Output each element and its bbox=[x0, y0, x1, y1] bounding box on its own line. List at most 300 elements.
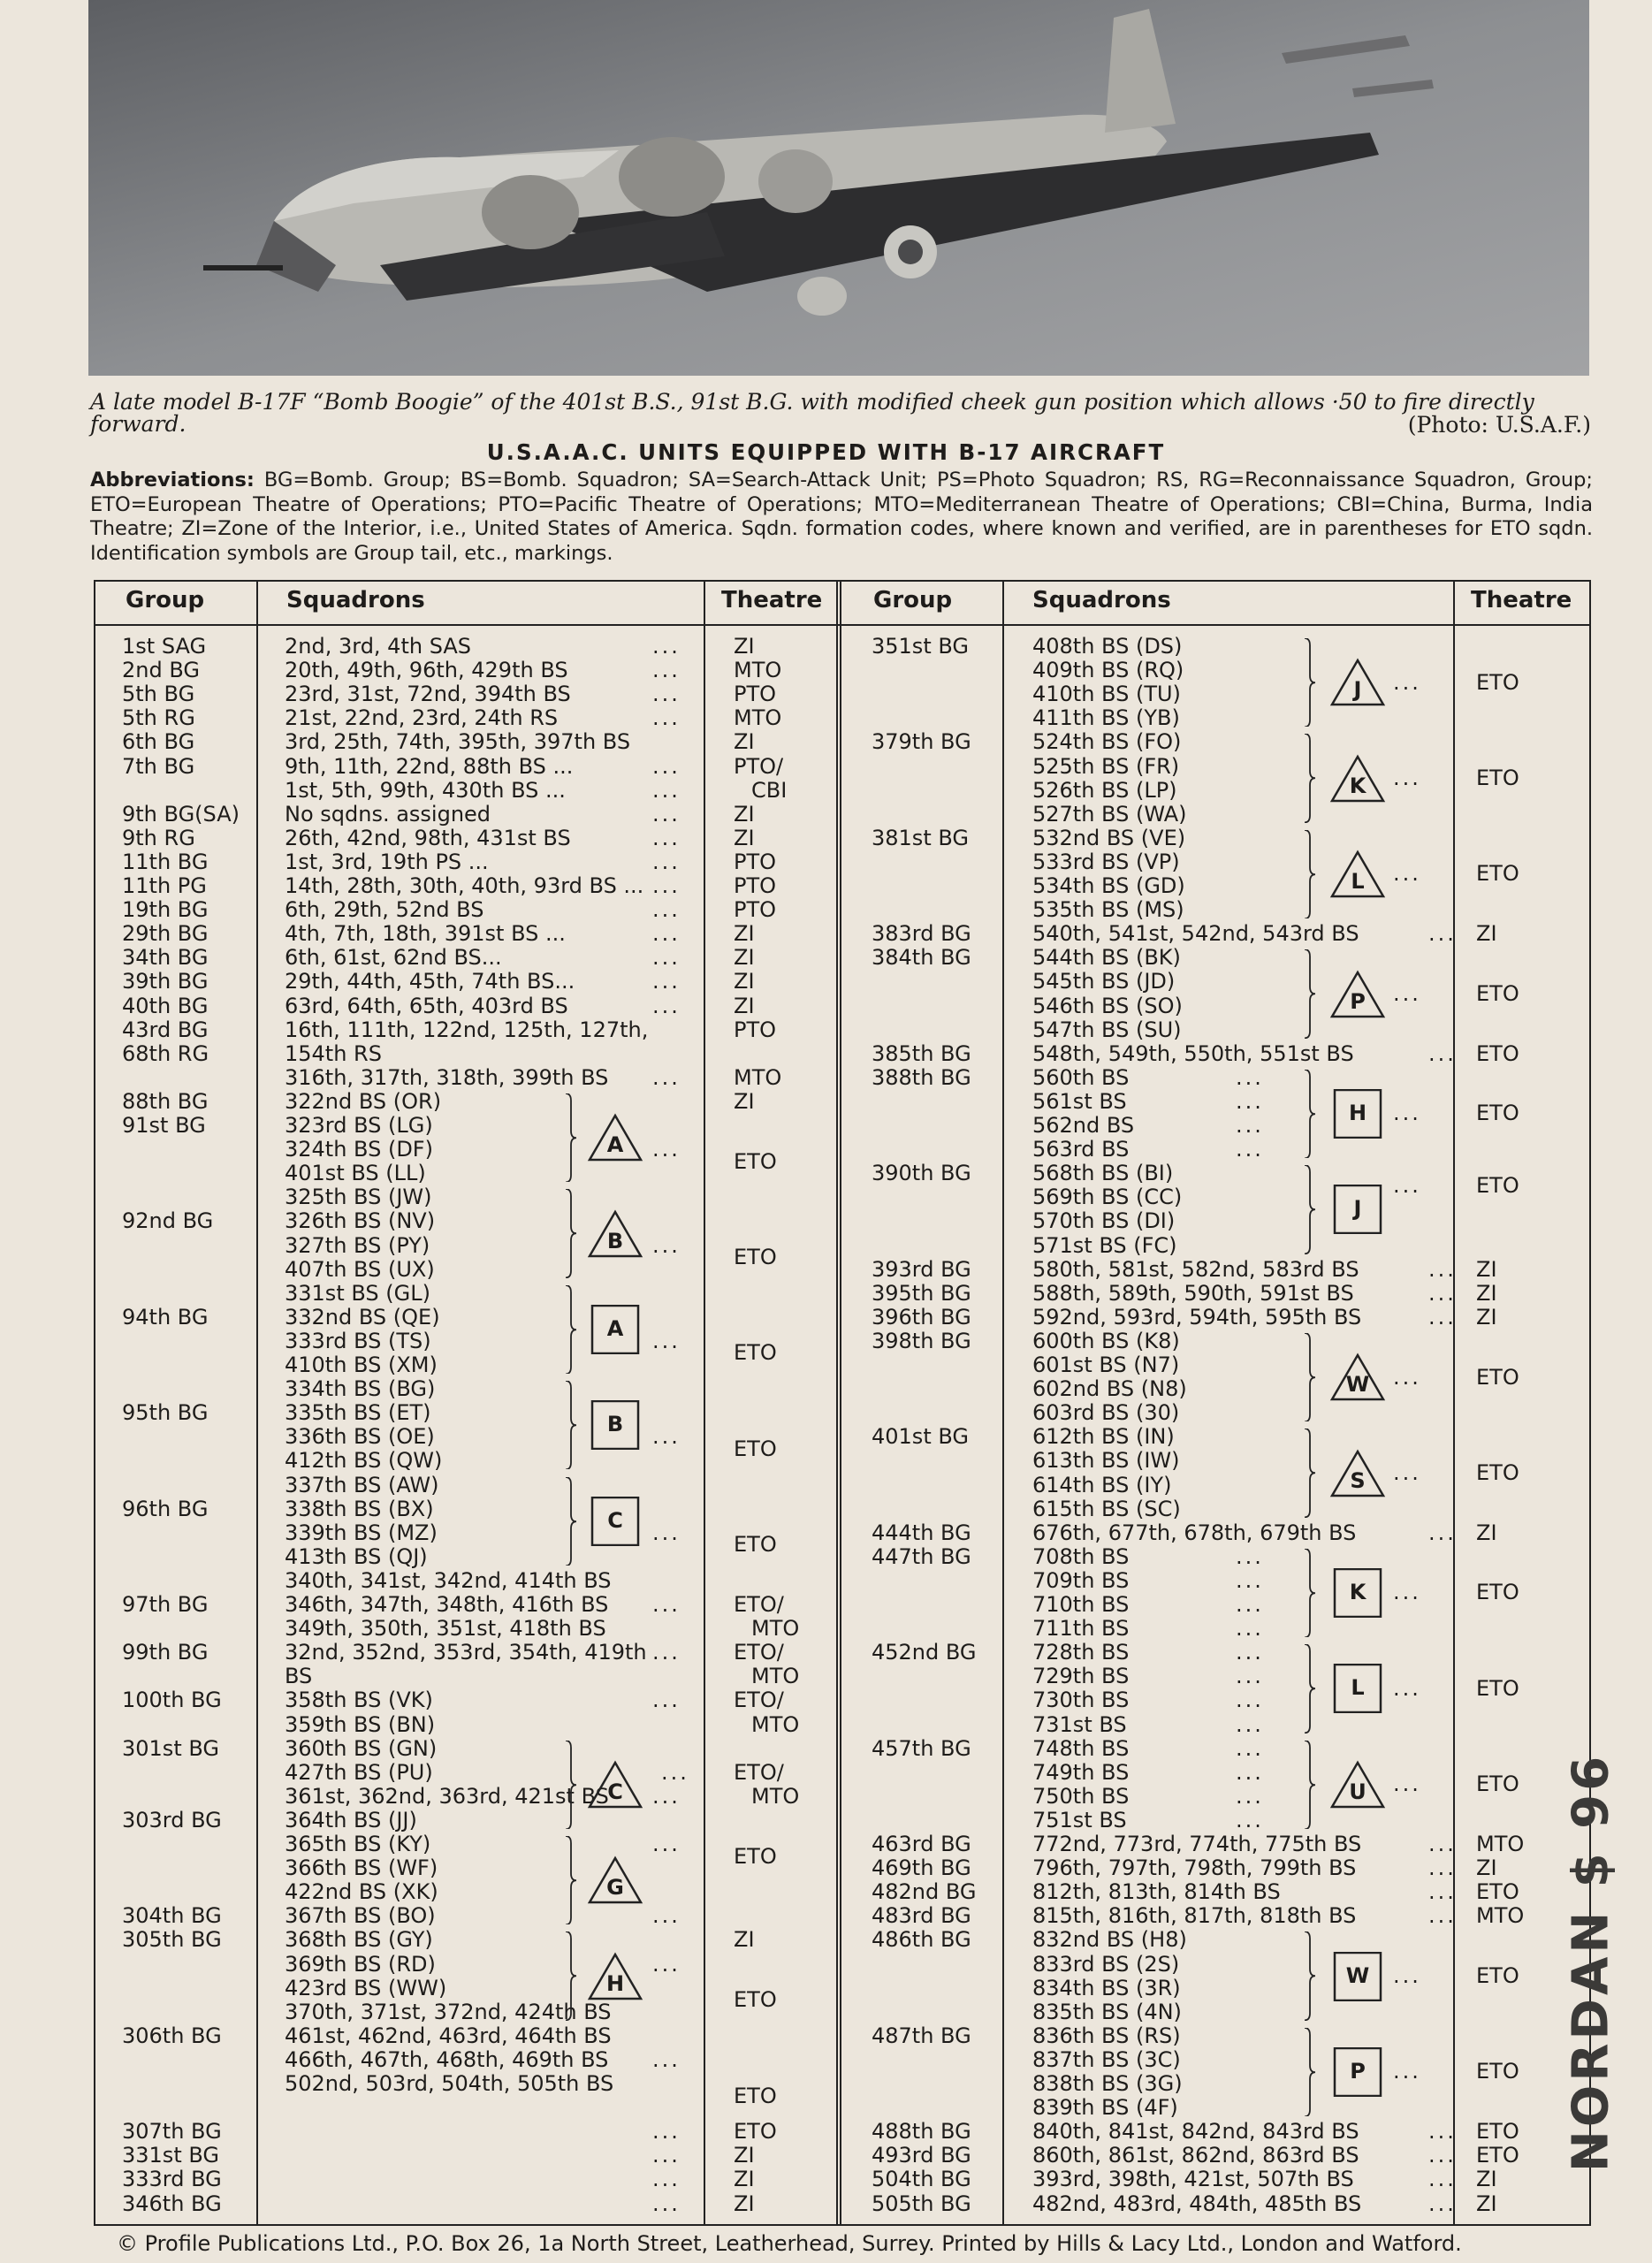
b17-photo bbox=[88, 0, 1589, 376]
leader-dots: ... bbox=[652, 634, 681, 659]
group-cell: 99th BG bbox=[122, 1640, 209, 1665]
tail-symbol-l bbox=[1329, 850, 1386, 899]
tail-symbol-p bbox=[1329, 2047, 1386, 2097]
theatre-cell: ETO/ bbox=[734, 1592, 784, 1617]
squadron-cell: 836th BS (RS) bbox=[1032, 2023, 1181, 2048]
theatre-cell: ZI bbox=[734, 969, 755, 994]
squadron-cell: 613th BS (IW) bbox=[1032, 1448, 1180, 1474]
tail-symbol-u bbox=[1329, 1760, 1386, 1810]
tail-symbol-a bbox=[587, 1113, 643, 1162]
symbol-letter: L bbox=[1351, 1675, 1365, 1701]
leader-dots: ... bbox=[1236, 1711, 1264, 1737]
group-cell: 68th RG bbox=[122, 1040, 209, 1066]
leader-dots: ... bbox=[1428, 1903, 1457, 1929]
squadron-cell: 710th BS bbox=[1032, 1592, 1130, 1617]
leader-dots: ... bbox=[652, 777, 681, 803]
brace bbox=[564, 1285, 578, 1374]
side-stamp-text: NORDAN $ 96 bbox=[1562, 1752, 1620, 2173]
squadron-cell: 532nd BS (VE) bbox=[1032, 825, 1186, 850]
column-divider bbox=[1453, 582, 1455, 2224]
theatre-cell: ZI bbox=[734, 993, 755, 1018]
group-cell: 390th BG bbox=[872, 1161, 971, 1186]
group-cell: 351st BG bbox=[872, 634, 969, 659]
squadron-cell: 365th BS (KY) bbox=[285, 1832, 431, 1856]
theatre-cell: ETO bbox=[734, 1436, 777, 1461]
group-cell: 482nd BG bbox=[872, 1879, 977, 1905]
squadron-cell: 525th BS (FR) bbox=[1032, 753, 1180, 779]
squadron-cell: 728th BS bbox=[1032, 1640, 1130, 1665]
leader-dots: ... bbox=[652, 2119, 681, 2145]
theatre-cell: ZI bbox=[734, 2167, 755, 2192]
symbol-letter: C bbox=[607, 1507, 623, 1533]
squadron-cell: 602nd BS (N8) bbox=[1032, 1376, 1187, 1402]
squadron-cell: 548th, 549th, 550th, 551st BS bbox=[1032, 1040, 1354, 1066]
group-cell: 444th BG bbox=[872, 1520, 971, 1545]
group-cell: 393rd BG bbox=[872, 1256, 971, 1282]
squadron-cell: 338th BS (BX) bbox=[285, 1496, 434, 1521]
tail-symbol-k bbox=[1329, 754, 1386, 804]
theatre-cell: ETO/ bbox=[734, 1640, 784, 1665]
group-cell: 401st BG bbox=[872, 1424, 969, 1450]
squadron-cell: 730th BS bbox=[1032, 1688, 1130, 1713]
squadron-cell: 547th BS (SU) bbox=[1032, 1017, 1182, 1042]
brace bbox=[1303, 830, 1317, 918]
symbol-letter: W bbox=[1345, 1372, 1370, 1398]
b17-aircraft-illustration bbox=[88, 0, 1589, 376]
header-squadrons-right: Squadrons bbox=[1032, 587, 1171, 613]
theatre-cell: ETO bbox=[1476, 1963, 1519, 1989]
theatre-cell: ZI bbox=[1476, 1520, 1497, 1545]
group-cell: 493rd BG bbox=[872, 2143, 971, 2168]
brace bbox=[1303, 1165, 1317, 1253]
leader-dots: ... bbox=[652, 1064, 681, 1090]
theatre-cell: MTO bbox=[751, 1783, 800, 1809]
theatre-cell: ETO bbox=[1476, 669, 1519, 695]
squadron-cell: 334th BS (BG) bbox=[285, 1376, 436, 1402]
squadron-cell: 63rd, 64th, 65th, 403rd BS bbox=[285, 993, 568, 1018]
group-cell: 452nd BG bbox=[872, 1640, 977, 1665]
symbol-letter: K bbox=[1349, 773, 1367, 798]
leader-dots: ... bbox=[652, 849, 681, 874]
leader-dots: ... bbox=[652, 682, 681, 707]
squadron-cell: 833rd BS (2S) bbox=[1032, 1951, 1180, 1977]
tail-symbol-j bbox=[1329, 1185, 1386, 1234]
leader-dots: ... bbox=[1236, 1783, 1264, 1809]
group-cell: 34th BG bbox=[122, 945, 209, 971]
theatre-cell: ZI bbox=[1476, 1304, 1497, 1330]
leader-dots: ... bbox=[1393, 1459, 1421, 1485]
squadron-cell: 560th BS bbox=[1032, 1064, 1130, 1090]
squadron-cell: 316th, 317th, 318th, 399th BS bbox=[285, 1064, 609, 1090]
squadron-cell: 346th, 347th, 348th, 416th BS bbox=[285, 1592, 609, 1617]
squadron-cell: 729th BS bbox=[1032, 1664, 1130, 1689]
squadron-cell: 466th, 467th, 468th, 469th BS bbox=[285, 2046, 609, 2072]
squadron-cell: 568th BS (BI) bbox=[1032, 1161, 1174, 1186]
squadron-cell: 326th BS (NV) bbox=[285, 1208, 436, 1234]
group-cell: 91st BG bbox=[122, 1113, 206, 1138]
theatre-cell: ETO bbox=[734, 1340, 777, 1366]
leader-dots: ... bbox=[652, 993, 681, 1018]
theatre-cell: MTO bbox=[1476, 1903, 1525, 1929]
squadron-cell: 750th BS bbox=[1032, 1783, 1130, 1809]
symbol-letter: K bbox=[1349, 1580, 1367, 1604]
theatre-cell: PTO bbox=[734, 1017, 777, 1042]
brace bbox=[1303, 1644, 1317, 1733]
header-rule bbox=[95, 624, 1589, 626]
squadron-cell: 526th BS (LP) bbox=[1032, 777, 1177, 803]
group-cell: 396th BG bbox=[872, 1304, 971, 1330]
theatre-cell: ZI bbox=[734, 2143, 755, 2168]
theatre-cell: ETO bbox=[1476, 1580, 1519, 1605]
leader-dots: ... bbox=[1393, 1364, 1421, 1390]
leader-dots: ... bbox=[652, 2143, 681, 2168]
squadron-cell: 563rd BS bbox=[1032, 1137, 1130, 1162]
group-cell: 5th BG bbox=[122, 682, 195, 707]
theatre-cell: ETO bbox=[1476, 1675, 1519, 1701]
squadron-cell: 32nd, 352nd, 353rd, 354th, 419th bbox=[285, 1640, 647, 1665]
squadron-cell: 815th, 816th, 817th, 818th BS bbox=[1032, 1903, 1357, 1929]
theatre-cell: ETO bbox=[734, 2083, 777, 2108]
publisher-footer: © Profile Publications Ltd., P.O. Box 26, 1a North Street, Leatherhead, Surrey. Printed by Hills & Lacy Ltd., London and Watford. bbox=[117, 2231, 1462, 2256]
theatre-cell: ETO bbox=[1476, 980, 1519, 1006]
brace bbox=[564, 1189, 578, 1277]
group-cell: 385th BG bbox=[872, 1040, 971, 1066]
tail-symbol-b bbox=[587, 1209, 643, 1259]
squadron-cell: 412th BS (QW) bbox=[285, 1448, 443, 1474]
squadron-cell: 676th, 677th, 678th, 679th BS bbox=[1032, 1520, 1357, 1545]
column-divider bbox=[1002, 582, 1004, 2224]
photo-credit: (Photo: U.S.A.F.) bbox=[1407, 412, 1591, 438]
theatre-cell: PTO bbox=[734, 873, 777, 898]
squadron-cell: 772nd, 773rd, 774th, 775th BS bbox=[1032, 1832, 1362, 1856]
header-group-left: Group bbox=[126, 587, 205, 613]
squadron-cell: 26th, 42nd, 98th, 431st BS bbox=[285, 825, 571, 850]
squadron-cell: 413th BS (QJ) bbox=[285, 1543, 428, 1569]
squadron-cell: 615th BS (SC) bbox=[1032, 1496, 1181, 1521]
squadron-cell: 407th BS (UX) bbox=[285, 1256, 435, 1282]
squadron-cell: 364th BS (JJ) bbox=[285, 1807, 417, 1832]
theatre-cell: MTO bbox=[734, 705, 782, 731]
squadron-cell: 335th BS (ET) bbox=[285, 1400, 431, 1426]
squadron-cell: 331st BS (GL) bbox=[285, 1280, 430, 1306]
leader-dots: ... bbox=[1393, 2059, 1421, 2084]
group-cell: 9th RG bbox=[122, 825, 195, 850]
squadron-cell: 839th BS (4F) bbox=[1032, 2095, 1178, 2121]
leader-dots: ... bbox=[652, 2191, 681, 2216]
squadron-cell: 16th, 111th, 122nd, 125th, 127th, bbox=[285, 1017, 649, 1042]
theatre-cell: ZI bbox=[1476, 921, 1497, 947]
header-theatre-right: Theatre bbox=[1471, 587, 1572, 613]
leader-dots: ... bbox=[1393, 861, 1421, 887]
leader-dots: ... bbox=[1428, 1520, 1457, 1545]
leader-dots: ... bbox=[1236, 1616, 1264, 1642]
group-cell: 388th BG bbox=[872, 1064, 971, 1090]
leader-dots: ... bbox=[652, 873, 681, 898]
group-cell: 94th BG bbox=[122, 1304, 209, 1330]
squadron-cell: 23rd, 31st, 72nd, 394th BS bbox=[285, 682, 571, 707]
leader-dots: ... bbox=[652, 1328, 681, 1353]
leader-dots: ... bbox=[1236, 1664, 1264, 1689]
group-cell: 487th BG bbox=[872, 2023, 971, 2048]
symbol-letter: W bbox=[1345, 1962, 1370, 1988]
page-title: U.S.A.A.C. UNITS EQUIPPED WITH B-17 AIRCRAFT bbox=[486, 439, 1166, 465]
leader-dots: ... bbox=[652, 753, 681, 779]
theatre-cell: MTO bbox=[751, 1616, 800, 1642]
squadron-cell: 570th BS (DI) bbox=[1032, 1208, 1176, 1234]
squadron-cell: BS bbox=[285, 1664, 313, 1689]
squadron-cell: 535th BS (MS) bbox=[1032, 897, 1184, 923]
theatre-cell: PTO/ bbox=[734, 753, 784, 779]
group-cell: 488th BG bbox=[872, 2119, 971, 2145]
column-divider-double bbox=[836, 582, 841, 2224]
theatre-cell: ETO bbox=[1476, 1879, 1519, 1905]
squadron-cell: 367th BS (BO) bbox=[285, 1903, 436, 1929]
leader-dots: ... bbox=[652, 1592, 681, 1617]
brace bbox=[1303, 1932, 1317, 2020]
theatre-cell: ZI bbox=[1476, 2191, 1497, 2216]
squadron-cell: 731st BS bbox=[1032, 1711, 1127, 1737]
squadron-cell: 748th BS bbox=[1032, 1735, 1130, 1761]
leader-dots: ... bbox=[652, 825, 681, 850]
squadron-cell: 393rd, 398th, 421st, 507th BS bbox=[1032, 2167, 1354, 2192]
squadron-cell: 580th, 581st, 582nd, 583rd BS bbox=[1032, 1256, 1359, 1282]
squadron-cell: 29th, 44th, 45th, 74th BS... bbox=[285, 969, 575, 994]
squadron-cell: 14th, 28th, 30th, 40th, 93rd BS ... bbox=[285, 873, 644, 898]
tail-symbol-k bbox=[1329, 1568, 1386, 1618]
squadron-cell: 422nd BS (XK) bbox=[285, 1879, 438, 1905]
leader-dots: ... bbox=[652, 1951, 681, 1977]
leader-dots: ... bbox=[1236, 1113, 1264, 1138]
squadron-cell: 337th BS (AW) bbox=[285, 1472, 439, 1497]
squadron-cell: 427th BS (PU) bbox=[285, 1759, 433, 1785]
squadron-cell: 860th, 861st, 862nd, 863rd BS bbox=[1032, 2143, 1359, 2168]
symbol-letter: J bbox=[1353, 677, 1362, 703]
squadron-cell: 336th BS (OE) bbox=[285, 1424, 435, 1450]
squadron-cell: 411th BS (YB) bbox=[1032, 705, 1180, 731]
group-cell: 100th BG bbox=[122, 1688, 222, 1713]
group-cell: 96th BG bbox=[122, 1496, 209, 1521]
tail-symbol-p bbox=[1329, 970, 1386, 1019]
leader-dots: ... bbox=[1428, 1256, 1457, 1282]
theatre-cell: ZI bbox=[734, 945, 755, 971]
squadron-cell: 612th BS (IN) bbox=[1032, 1424, 1175, 1450]
leader-dots: ... bbox=[1393, 1675, 1421, 1701]
leader-dots: ... bbox=[1428, 1832, 1457, 1856]
group-cell: 29th BG bbox=[122, 921, 209, 947]
squadron-cell: 409th BS (RQ) bbox=[1032, 658, 1184, 683]
group-cell: 5th RG bbox=[122, 705, 195, 731]
leader-dots: ... bbox=[652, 969, 681, 994]
theatre-cell: ETO bbox=[1476, 1459, 1519, 1485]
squadron-cell: 533rd BS (VP) bbox=[1032, 849, 1180, 874]
header-squadrons-left: Squadrons bbox=[286, 587, 425, 613]
group-cell: 11th PG bbox=[122, 873, 207, 898]
squadron-cell: 544th BS (BK) bbox=[1032, 945, 1181, 971]
squadron-cell: 600th BS (K8) bbox=[1032, 1328, 1180, 1353]
brace bbox=[1303, 734, 1317, 822]
leader-dots: ... bbox=[652, 2167, 681, 2192]
squadron-cell: 835th BS (4N) bbox=[1032, 1999, 1182, 2024]
side-stamp bbox=[1562, 1715, 1620, 2210]
theatre-cell: ETO bbox=[1476, 2143, 1519, 2168]
squadron-cell: 708th BS bbox=[1032, 1543, 1130, 1569]
squadron-cell: 349th, 350th, 351st, 418th BS bbox=[285, 1616, 606, 1642]
tail-symbol-c bbox=[587, 1497, 643, 1546]
squadron-cell: 332nd BS (QE) bbox=[285, 1304, 440, 1330]
theatre-cell: ETO bbox=[734, 1843, 777, 1869]
squadron-cell: 360th BS (GN) bbox=[285, 1735, 438, 1761]
squadron-cell: 603rd BS (30) bbox=[1032, 1400, 1180, 1426]
symbol-letter: U bbox=[1349, 1779, 1367, 1804]
leader-dots: ... bbox=[652, 2046, 681, 2072]
group-cell: 11th BG bbox=[122, 849, 209, 874]
leader-dots: ... bbox=[1428, 1040, 1457, 1066]
theatre-cell: ETO bbox=[1476, 766, 1519, 791]
theatre-cell: ZI bbox=[734, 729, 755, 755]
brace bbox=[564, 1836, 578, 1924]
squadron-cell: No sqdns. assigned bbox=[285, 801, 491, 827]
leader-dots: ... bbox=[661, 1759, 689, 1785]
squadron-cell: 401st BS (LL) bbox=[285, 1161, 426, 1186]
squadron-cell: 540th, 541st, 542nd, 543rd BS bbox=[1032, 921, 1359, 947]
squadron-cell: 601st BS (N7) bbox=[1032, 1352, 1180, 1377]
theatre-cell: ETO bbox=[1476, 861, 1519, 887]
squadron-cell: 154th RS bbox=[285, 1040, 382, 1066]
group-cell: 2nd BG bbox=[122, 658, 200, 683]
brace bbox=[1303, 2028, 1317, 2116]
leader-dots: ... bbox=[1393, 1172, 1421, 1198]
theatre-cell: PTO bbox=[734, 849, 777, 874]
tail-symbol-j bbox=[1329, 658, 1386, 707]
photo-caption-text: A late model B-17F “Bomb Boogie” of the 401st B.S., 91st B.G. with modified cheek gun position which allows ·50 to fire directly forward. bbox=[90, 389, 1534, 437]
leader-dots: ... bbox=[652, 1424, 681, 1450]
theatre-cell: ETO bbox=[1476, 2119, 1519, 2145]
leader-dots: ... bbox=[1393, 1772, 1421, 1797]
group-cell: 463rd BG bbox=[872, 1832, 971, 1856]
squadron-cell: 840th, 841st, 842nd, 843rd BS bbox=[1032, 2119, 1359, 2145]
theatre-cell: CBI bbox=[751, 777, 788, 803]
theatre-cell: ZI bbox=[734, 801, 755, 827]
squadron-cell: 370th, 371st, 372nd, 424th BS bbox=[285, 1999, 612, 2024]
symbol-letter: J bbox=[1353, 1196, 1362, 1222]
theatre-cell: PTO bbox=[734, 897, 777, 923]
group-cell: 383rd BG bbox=[872, 921, 971, 947]
theatre-cell: ETO bbox=[734, 1245, 777, 1270]
group-cell: 346th BG bbox=[122, 2191, 222, 2216]
symbol-letter: S bbox=[1350, 1467, 1366, 1493]
tail-symbol-c bbox=[587, 1760, 643, 1810]
squadron-cell: 837th BS (3C) bbox=[1032, 2046, 1181, 2072]
squadron-cell: 711th BS bbox=[1032, 1616, 1130, 1642]
theatre-cell: ETO bbox=[734, 1987, 777, 2013]
symbol-letter: H bbox=[605, 1970, 625, 1996]
squadron-cell: 534th BS (GD) bbox=[1032, 873, 1185, 898]
leader-dots: ... bbox=[652, 897, 681, 923]
squadron-cell: 327th BS (PY) bbox=[285, 1232, 430, 1258]
abbreviations-text: BG=Bomb. Group; BS=Bomb. Squadron; SA=Search-Attack Unit; PS=Photo Squadron; RS, RG=Reconnaissance Squadron, Group; ETO=European Theatre of Operations; PTO=Pacific Theatre of Operations; MTO=Mediterranean Theatre of Operations; CBI=China, Burma, India Theatre; ZI=Zone of the Interior, i.e., United States of America. Sqdn. formation codes, where known and verified, are in parentheses for ETO sqdn. Identification symbols are Group tail, etc., markings. bbox=[90, 469, 1593, 565]
theatre-cell: PTO bbox=[734, 682, 777, 707]
theatre-cell: ZI bbox=[734, 1927, 755, 1953]
leader-dots: ... bbox=[652, 921, 681, 947]
squadron-cell: 368th BS (GY) bbox=[285, 1927, 433, 1953]
brace bbox=[1303, 1429, 1317, 1517]
squadron-cell: 9th, 11th, 22nd, 88th BS ... bbox=[285, 753, 574, 779]
squadron-cell: 751st BS bbox=[1032, 1807, 1127, 1832]
squadron-cell: 749th BS bbox=[1032, 1759, 1130, 1785]
squadron-cell: 323rd BS (LG) bbox=[285, 1113, 433, 1138]
leader-dots: ... bbox=[1428, 2167, 1457, 2192]
theatre-cell: ETO bbox=[1476, 1172, 1519, 1198]
leader-dots: ... bbox=[652, 1232, 681, 1258]
leader-dots: ... bbox=[1393, 1963, 1421, 1989]
group-cell: 307th BG bbox=[122, 2119, 222, 2145]
leader-dots: ... bbox=[1428, 2143, 1457, 2168]
leader-dots: ... bbox=[1236, 1688, 1264, 1713]
brace bbox=[1303, 638, 1317, 727]
symbol-letter: P bbox=[1350, 2059, 1366, 2084]
photo-caption bbox=[90, 389, 1591, 438]
theatre-cell: ZI bbox=[734, 825, 755, 850]
theatre-cell: ZI bbox=[734, 634, 755, 659]
symbol-letter: P bbox=[1350, 988, 1366, 1014]
theatre-cell: ETO bbox=[1476, 1772, 1519, 1797]
theatre-cell: ZI bbox=[1476, 1280, 1497, 1306]
leader-dots: ... bbox=[652, 705, 681, 731]
leader-dots: ... bbox=[1236, 1543, 1264, 1569]
group-cell: 304th BG bbox=[122, 1903, 222, 1929]
group-cell: 95th BG bbox=[122, 1400, 209, 1426]
theatre-cell: ZI bbox=[734, 921, 755, 947]
units-table bbox=[94, 580, 1591, 2226]
group-cell: 306th BG bbox=[122, 2023, 222, 2048]
leader-dots: ... bbox=[652, 1783, 681, 1809]
leader-dots: ... bbox=[1428, 921, 1457, 947]
leader-dots: ... bbox=[1428, 1280, 1457, 1306]
squadron-cell: 333rd BS (TS) bbox=[285, 1328, 431, 1353]
theatre-cell: ZI bbox=[1476, 1855, 1497, 1881]
group-cell: 40th BG bbox=[122, 993, 209, 1018]
group-cell: 333rd BG bbox=[122, 2167, 222, 2192]
tail-symbol-g bbox=[587, 1855, 643, 1905]
tail-symbol-b bbox=[587, 1400, 643, 1450]
symbol-letter: A bbox=[606, 1132, 624, 1158]
squadron-cell: 832nd BS (H8) bbox=[1032, 1927, 1187, 1953]
squadron-cell: 423rd BS (WW) bbox=[285, 1975, 447, 2000]
squadron-cell: 614th BS (IY) bbox=[1032, 1472, 1172, 1497]
squadron-cell: 6th, 61st, 62nd BS... bbox=[285, 945, 502, 971]
squadron-cell: 796th, 797th, 798th, 799th BS bbox=[1032, 1855, 1357, 1881]
squadron-cell: 571st BS (FC) bbox=[1032, 1232, 1177, 1258]
brace bbox=[564, 1093, 578, 1182]
theatre-cell: ETO/ bbox=[734, 1688, 784, 1713]
squadron-cell: 325th BS (JW) bbox=[285, 1185, 432, 1210]
group-cell: 504th BG bbox=[872, 2167, 971, 2192]
leader-dots: ... bbox=[652, 1688, 681, 1713]
theatre-cell: ETO bbox=[1476, 1101, 1519, 1126]
group-cell: 457th BG bbox=[872, 1735, 971, 1761]
leader-dots: ... bbox=[652, 1903, 681, 1929]
group-cell: 447th BG bbox=[872, 1543, 971, 1569]
tail-symbol-s bbox=[1329, 1449, 1386, 1498]
squadron-cell: 324th BS (DF) bbox=[285, 1137, 433, 1162]
theatre-cell: ETO bbox=[734, 1532, 777, 1558]
tail-symbol-h bbox=[587, 1952, 643, 2001]
symbol-letter: B bbox=[606, 1412, 624, 1437]
squadron-cell: 340th, 341st, 342nd, 414th BS bbox=[285, 1567, 612, 1593]
header-theatre-left: Theatre bbox=[721, 587, 823, 613]
squadron-cell: 502nd, 503rd, 504th, 505th BS bbox=[285, 2071, 614, 2096]
squadron-cell: 546th BS (SO) bbox=[1032, 993, 1183, 1018]
